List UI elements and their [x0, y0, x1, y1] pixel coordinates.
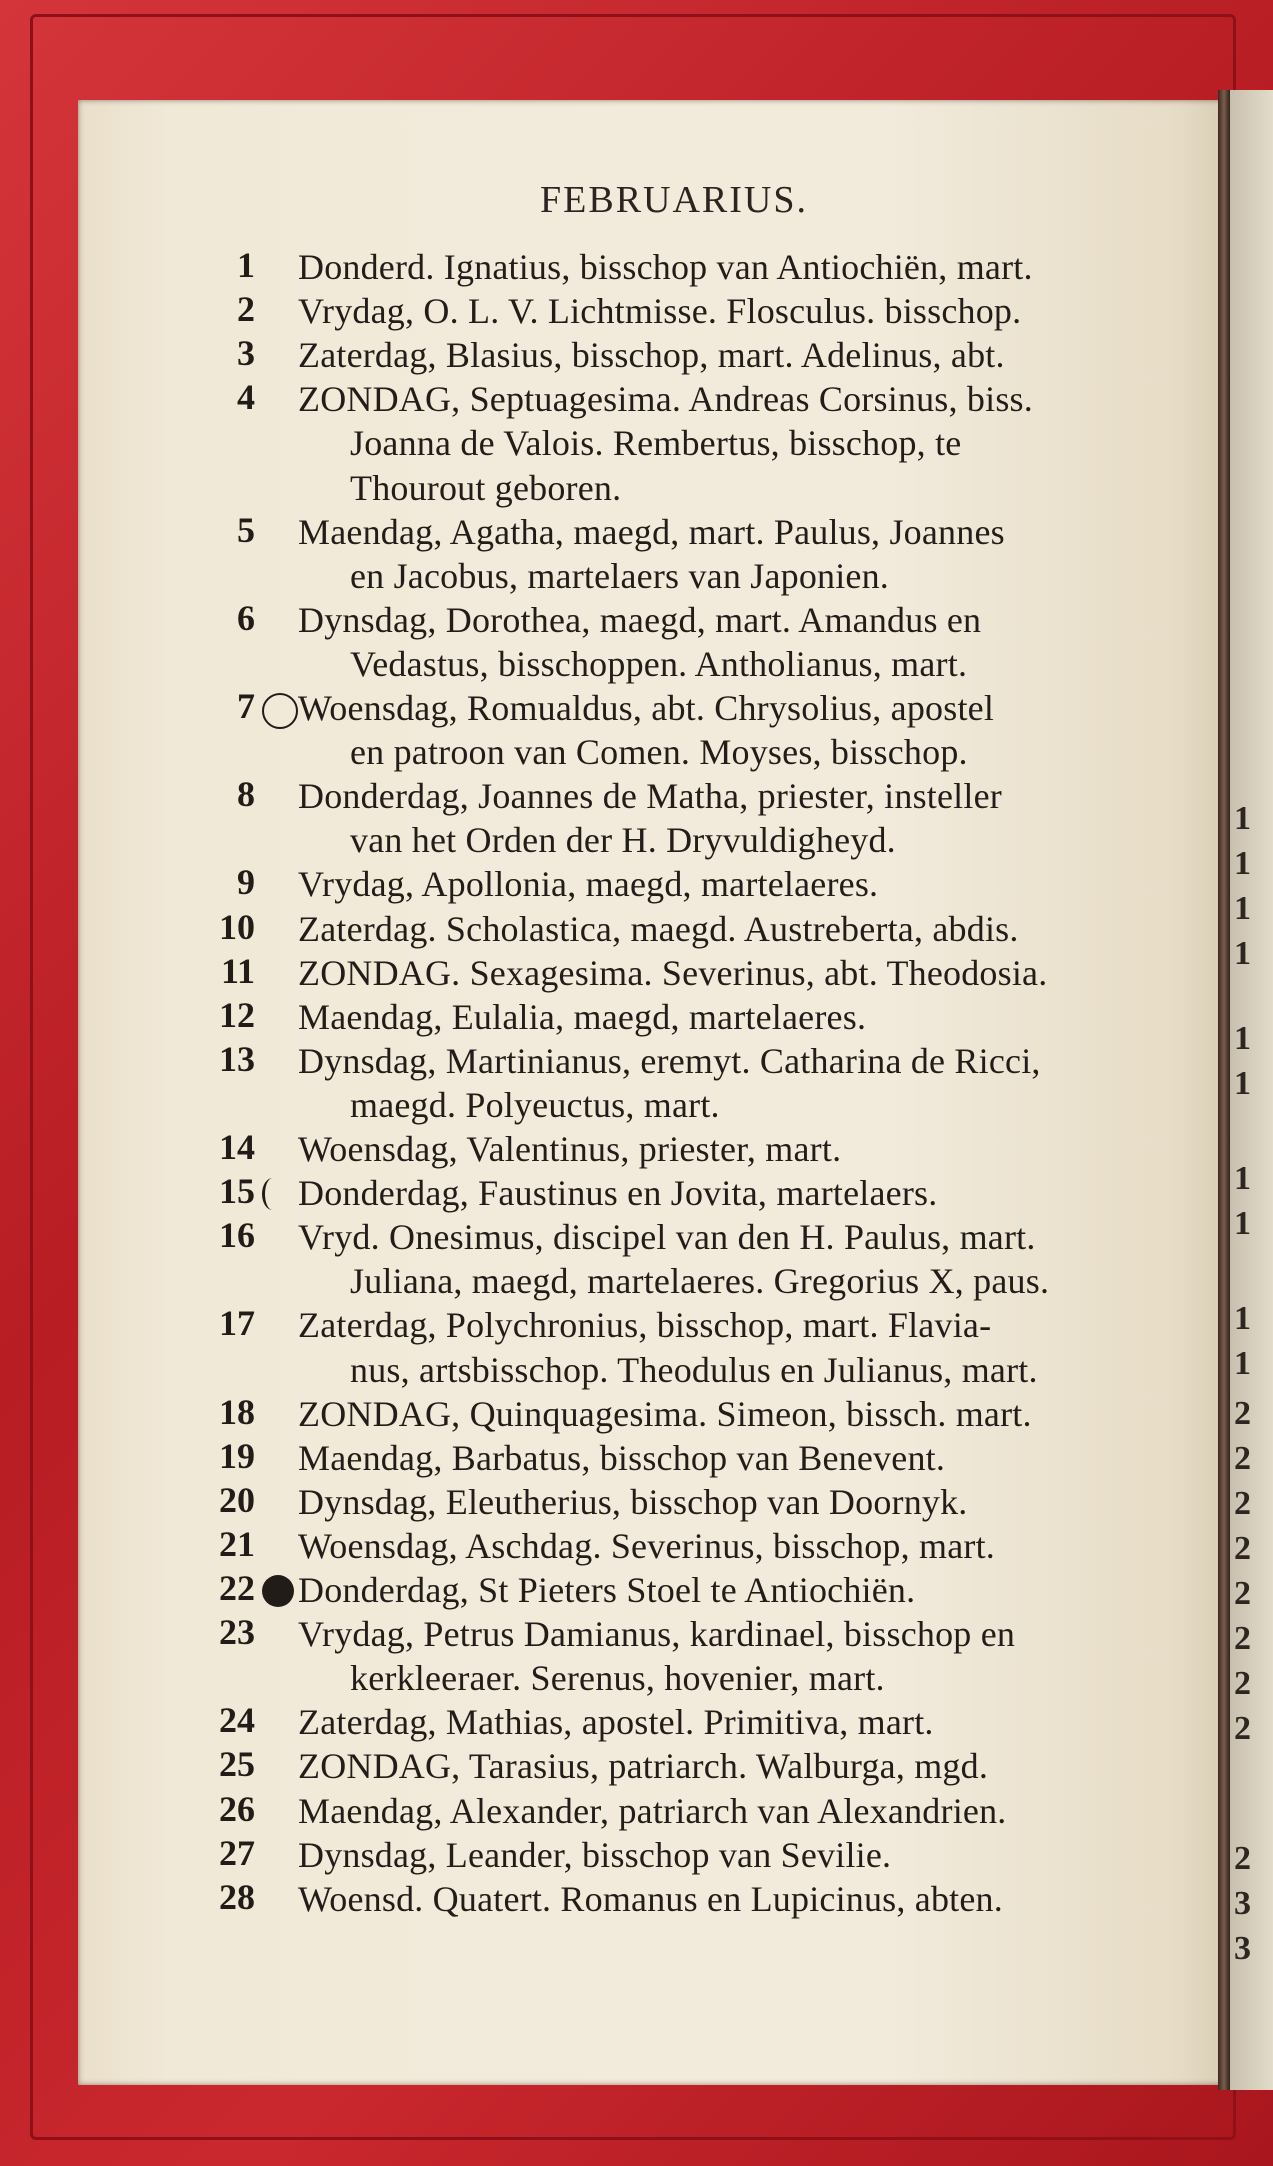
day-number: 3 — [237, 333, 255, 374]
day-number: 20 — [219, 1479, 255, 1520]
next-page-number: 1 — [1234, 845, 1251, 882]
entry-text: Maendag, Alexander, patriarch van Alexandrien. — [298, 1790, 1007, 1831]
next-page-number: 2 — [1234, 1710, 1251, 1747]
entry-text: Donderdag, Faustinus en Jovita, martelaers. — [298, 1173, 938, 1214]
entry-text: Donderd. Ignatius, bisschop van Antiochiën, mart. — [298, 247, 1033, 287]
entry-text-continued: en Jacobus, martelaers van Japonien. — [350, 555, 890, 596]
entry-text-continued: van het Orden der H. Dryvuldigheyd. — [350, 820, 896, 861]
day-number: 2 — [237, 289, 255, 330]
entry-text: Vrydag, O. L. V. Lichtmisse. Flosculus. bisschop. — [298, 291, 1022, 332]
next-page-number: 1 — [1234, 1020, 1251, 1057]
day-number: 16 — [219, 1215, 255, 1256]
next-page-number: 2 — [1234, 1840, 1251, 1877]
day-number: 4 — [237, 377, 255, 418]
next-page-number: 1 — [1234, 800, 1251, 837]
day-number: 5 — [237, 509, 255, 550]
entry-text: Dynsdag, Leander, bisschop van Sevilie. — [298, 1834, 892, 1875]
day-number: 19 — [219, 1435, 255, 1476]
entry-text: Woensdag, Aschdag. Severinus, bisschop, mart. — [298, 1525, 995, 1566]
next-page-number: 1 — [1234, 1300, 1251, 1337]
next-page-number: 2 — [1234, 1620, 1251, 1657]
day-number: 18 — [219, 1391, 255, 1432]
entry-text-continued: en patroon van Comen. Moyses, bisschop. — [350, 732, 968, 773]
day-number: 14 — [219, 1127, 255, 1167]
day-number: 15 — [219, 1171, 255, 1212]
next-page-number: 1 — [1234, 1065, 1251, 1102]
entry-text: Woensdag, Romualdus, abt. Chrysolius, apostel — [298, 688, 995, 728]
entry-text: Zaterdag. Scholastica, maegd. Austreberta, abdis. — [298, 908, 1019, 949]
day-number: 21 — [219, 1523, 255, 1564]
next-page-number: 2 — [1234, 1440, 1251, 1477]
entry-text: Dynsdag, Martinianus, eremyt. Catharina de Ricci, — [298, 1040, 1041, 1081]
next-page-number: 1 — [1234, 935, 1251, 972]
next-page-number: 2 — [1234, 1575, 1251, 1612]
moon-phase-icon — [262, 693, 298, 729]
day-number: 12 — [219, 994, 255, 1035]
entry-text: Zaterdag, Blasius, bisschop, mart. Adelinus, abt. — [298, 335, 1005, 376]
day-number: 24 — [219, 1700, 255, 1741]
entry-text: Maendag, Eulalia, maegd, martelaeres. — [298, 996, 867, 1037]
entry-text: Dynsdag, Eleutherius, bisschop van Doornyk. — [298, 1481, 968, 1522]
entry-text: Maendag, Agatha, maegd, mart. Paulus, Joannes — [298, 511, 1005, 552]
day-number: 13 — [219, 1038, 255, 1079]
next-page-number: 2 — [1234, 1485, 1251, 1522]
day-number: 22 — [219, 1568, 255, 1608]
day-number: 7 — [237, 686, 255, 726]
entry-text: Zaterdag, Polychronius, bisschop, mart. Flavia- — [298, 1305, 992, 1346]
day-number: 8 — [237, 774, 255, 815]
entry-text-continued: Joanna de Valois. Rembertus, bisschop, te — [350, 423, 962, 464]
day-number: 10 — [219, 906, 255, 947]
entry-text-continued: Juliana, maegd, martelaeres. Gregorius X, paus. — [350, 1261, 1050, 1302]
next-page-number: 1 — [1234, 1205, 1251, 1242]
day-number: 25 — [219, 1744, 255, 1785]
day-number: 9 — [237, 862, 255, 903]
day-number: 1 — [237, 245, 255, 285]
entry-text: ZONDAG. Sexagesima. Severinus, abt. Theodosia. — [298, 952, 1048, 993]
entry-text-continued: Thourout geboren. — [350, 467, 622, 508]
entry-text: Maendag, Barbatus, bisschop van Benevent. — [298, 1437, 946, 1478]
entry-text: Woensdag, Valentinus, priester, mart. — [298, 1129, 842, 1169]
next-page-edge — [1230, 90, 1273, 2090]
next-page-number: 2 — [1234, 1530, 1251, 1567]
next-page-number: 3 — [1234, 1885, 1251, 1922]
entry-text: Zaterdag, Mathias, apostel. Primitiva, mart. — [298, 1702, 934, 1743]
entry-text-continued: Vedastus, bisschoppen. Antholianus, mart. — [350, 643, 968, 684]
day-number: 23 — [219, 1612, 255, 1653]
entry-text: ZONDAG, Quinquagesima. Simeon, bissch. mart. — [298, 1393, 1032, 1434]
moon-phase-icon — [262, 1178, 283, 1210]
entry-text: Woensd. Quatert. Romanus en Lupicinus, abten. — [298, 1878, 1003, 1919]
entry-text: Vryd. Onesimus, discipel van den H. Paulus, mart. — [298, 1217, 1036, 1258]
entry-text: ZONDAG, Septuagesima. Andreas Corsinus, biss. — [298, 379, 1033, 420]
book-gutter — [1218, 90, 1230, 2090]
month-title: FEBRUARIUS. — [540, 179, 808, 221]
day-number: 6 — [237, 597, 255, 638]
day-number: 28 — [219, 1876, 255, 1917]
entry-text-continued: kerkleeraer. Serenus, hovenier, mart. — [350, 1658, 885, 1699]
entry-text: Donderdag, St Pieters Stoel te Antiochiën. — [298, 1570, 916, 1610]
day-number: 27 — [219, 1832, 255, 1873]
entry-text: Dynsdag, Dorothea, maegd, mart. Amandus en — [298, 599, 982, 640]
next-page-number: 1 — [1234, 890, 1251, 927]
next-page-number: 2 — [1234, 1395, 1251, 1432]
entry-text: ZONDAG, Tarasius, patriarch. Walburga, mgd. — [298, 1746, 989, 1787]
next-page-number: 1 — [1234, 1345, 1251, 1382]
entry-text-continued: nus, artsbisschop. Theodulus en Julianus, mart. — [350, 1349, 1038, 1390]
day-number: 11 — [220, 950, 255, 991]
entry-text-continued: maegd. Polyeuctus, mart. — [350, 1084, 720, 1125]
day-number: 17 — [219, 1303, 255, 1344]
next-page-number: 1 — [1234, 1160, 1251, 1197]
day-number: 26 — [219, 1788, 255, 1829]
moon-phase-icon — [262, 1575, 294, 1607]
entry-text: Vrydag, Petrus Damianus, kardinael, bisschop en — [298, 1614, 1016, 1655]
next-page-number: 2 — [1234, 1665, 1251, 1702]
next-page-number: 3 — [1234, 1930, 1251, 1967]
entry-text: Donderdag, Joannes de Matha, priester, insteller — [298, 776, 1002, 817]
entry-text: Vrydag, Apollonia, maegd, martelaeres. — [298, 864, 879, 905]
